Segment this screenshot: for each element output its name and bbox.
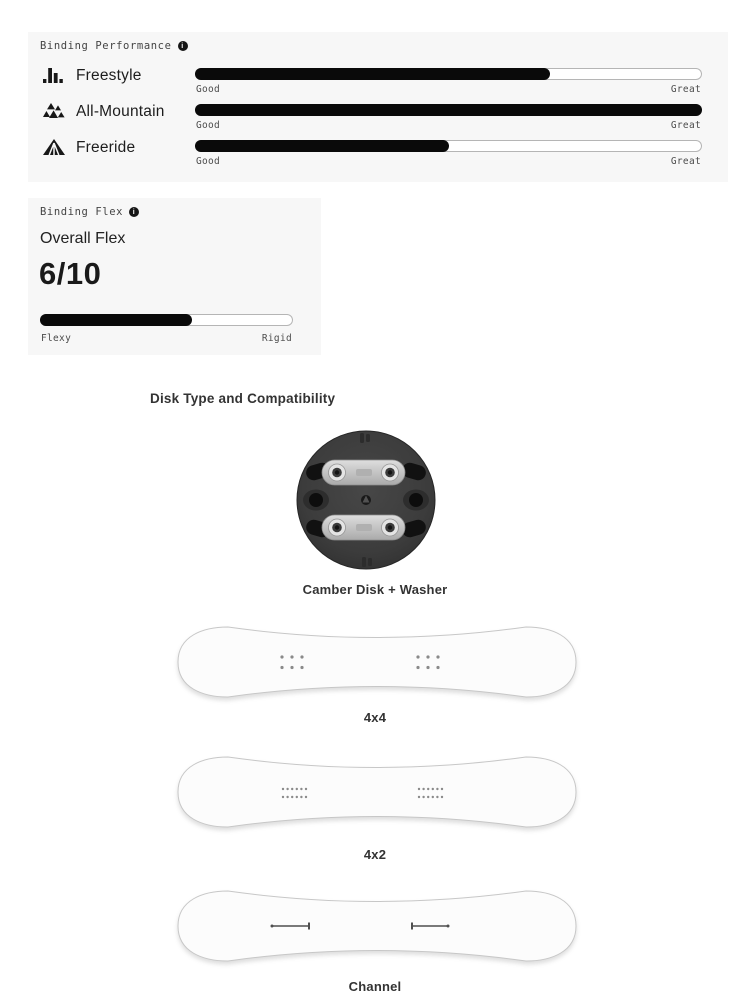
rating-bar-zone xyxy=(195,97,702,133)
scale-max-label: Great xyxy=(670,156,701,167)
rating-bar-fill xyxy=(195,104,702,116)
performance-row-label: Freeride xyxy=(76,139,136,156)
scale-max-label: Great xyxy=(670,120,701,131)
board-4x4-label: 4x4 xyxy=(363,710,387,725)
moguls-icon xyxy=(42,102,66,120)
binding-performance-title-text: Binding Performance xyxy=(40,40,172,52)
info-icon[interactable]: i xyxy=(178,41,188,51)
rating-bar-fill xyxy=(195,68,550,80)
rating-bar-zone xyxy=(195,61,702,97)
performance-row-label: Freestyle xyxy=(76,67,142,84)
performance-row-freeride xyxy=(40,133,702,169)
disk-compatibility-heading: Disk Type and Compatibility xyxy=(150,391,336,406)
binding-flex-panel xyxy=(28,198,321,355)
binding-flex-title xyxy=(40,206,139,218)
scale-min-label: Good xyxy=(196,84,221,95)
rating-bar-zone xyxy=(195,133,702,169)
rating-bar-track xyxy=(195,68,702,80)
binding-performance-panel xyxy=(28,32,728,182)
scale-min-label: Good xyxy=(196,156,221,167)
flex-bar-track xyxy=(40,314,293,326)
camber-disk-image xyxy=(296,430,436,570)
binding-performance-title xyxy=(40,40,188,52)
scale-max-label: Rigid xyxy=(261,333,292,344)
board-channel-image xyxy=(170,888,584,964)
flex-bar-zone xyxy=(40,307,293,347)
performance-row-all-mountain xyxy=(40,97,702,133)
rating-bar-fill xyxy=(195,140,449,152)
scale-min-label: Good xyxy=(196,120,221,131)
rating-bar-track xyxy=(195,104,702,116)
flex-bar-fill xyxy=(40,314,192,326)
performance-row-label: All-Mountain xyxy=(76,103,165,120)
info-icon[interactable]: i xyxy=(129,207,139,217)
binding-flex-title-text: Binding Flex xyxy=(40,206,124,218)
board-channel-label: Channel xyxy=(348,979,402,994)
performance-row-freestyle xyxy=(40,61,702,97)
board-4x4-image xyxy=(170,624,584,700)
board-4x2-image xyxy=(170,754,584,830)
scale-max-label: Great xyxy=(670,84,701,95)
bar-chart-icon xyxy=(42,66,66,84)
rating-bar-track xyxy=(195,140,702,152)
overall-flex-heading: Overall Flex xyxy=(40,230,126,247)
board-4x2-label: 4x2 xyxy=(363,847,387,862)
scale-min-label: Flexy xyxy=(41,333,72,344)
flex-value: 6/10 xyxy=(39,256,102,291)
mountain-icon xyxy=(42,138,66,156)
disk-caption: Camber Disk + Washer xyxy=(302,582,448,597)
